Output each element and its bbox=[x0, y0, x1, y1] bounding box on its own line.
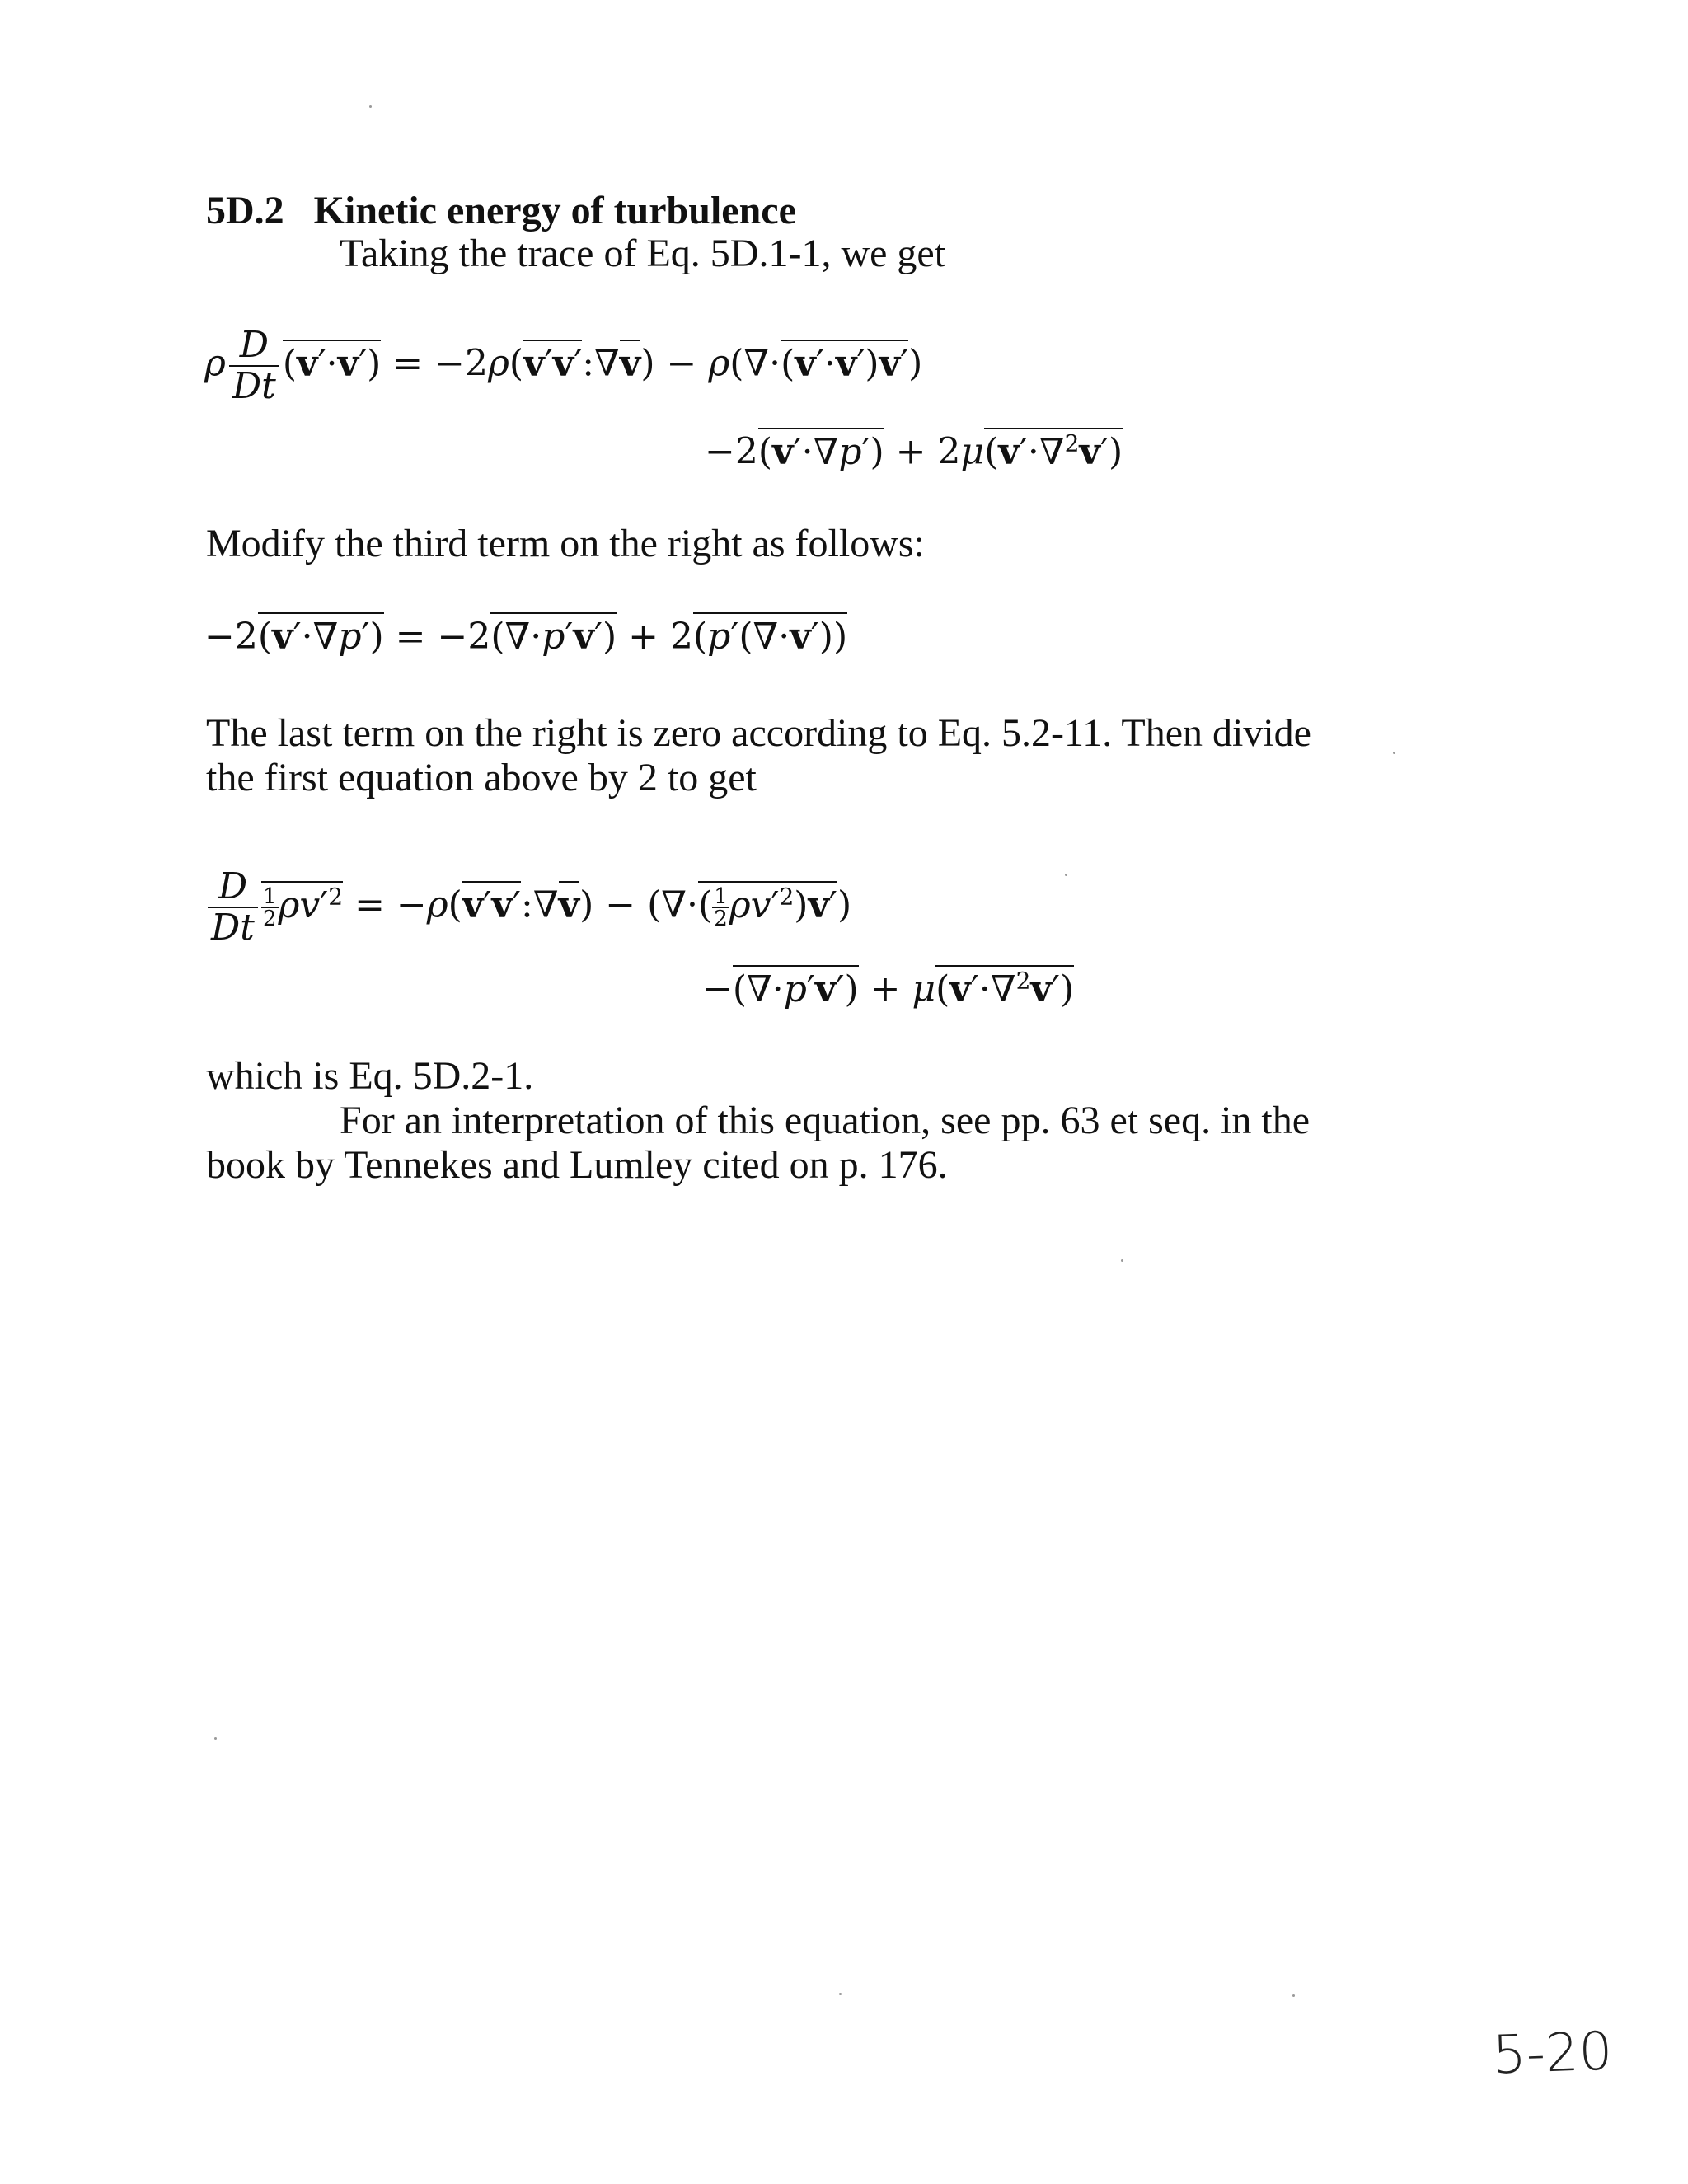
scan-speck bbox=[1292, 1994, 1295, 1997]
scan-speck bbox=[839, 1993, 842, 1995]
last-term-line-1: The last term on the right is zero according to Eq. 5.2-11. Then divide bbox=[206, 711, 1311, 755]
which-is-line: which is Eq. 5D.2-1. bbox=[206, 1054, 534, 1098]
equation-3-line-2: −(∇·p′v′) + μ(v′·∇$^2$v′) bbox=[702, 958, 1074, 1013]
interpretation-line-2: book by Tennekes and Lumley cited on p. 176. bbox=[206, 1143, 948, 1187]
interpretation-line-1: For an interpretation of this equation, see pp. 63 et seq. in the bbox=[340, 1099, 1311, 1142]
equation-1-line-1: ρ $\frac{D}{Dt}$ (v′·v′) = −2ρ(v′v′:∇v) − ρ(∇·(v′·v′)v′) bbox=[204, 324, 923, 407]
scan-speck bbox=[1065, 874, 1067, 876]
section-heading bbox=[206, 188, 796, 234]
equation-1-line-2: −2(v′·∇p′) + 2μ(v′·∇$^2$v′) bbox=[705, 420, 1123, 476]
last-term-line-2: the first equation above by 2 to get bbox=[206, 756, 757, 799]
scan-speck bbox=[214, 1737, 217, 1740]
modify-paragraph: Modify the third term on the right as follows: bbox=[206, 522, 925, 565]
scan-speck bbox=[1121, 1259, 1123, 1262]
page-number: 5-20 bbox=[1491, 2021, 1614, 2087]
equation-2: −2(v′·∇p′) = −2(∇·p′v′) + 2(p′(∇·v′)) bbox=[204, 614, 847, 660]
intro-paragraph: Taking the trace of Eq. 5D.1-1, we get bbox=[340, 232, 946, 275]
scan-speck bbox=[1393, 752, 1395, 754]
section-title: Kinetic energy of turbulence bbox=[313, 189, 796, 232]
scan-speck bbox=[369, 105, 372, 108]
equation-3-line-1: $\frac{D}{Dt}$ $\frac{1}{2}$ $\rho v'^2$ = −ρ(v′v′:∇v) − (∇·( $\frac{1}{2}$ $\rho v'^2)v'$) bbox=[204, 867, 851, 948]
section-number: 5D.2 bbox=[206, 189, 284, 232]
